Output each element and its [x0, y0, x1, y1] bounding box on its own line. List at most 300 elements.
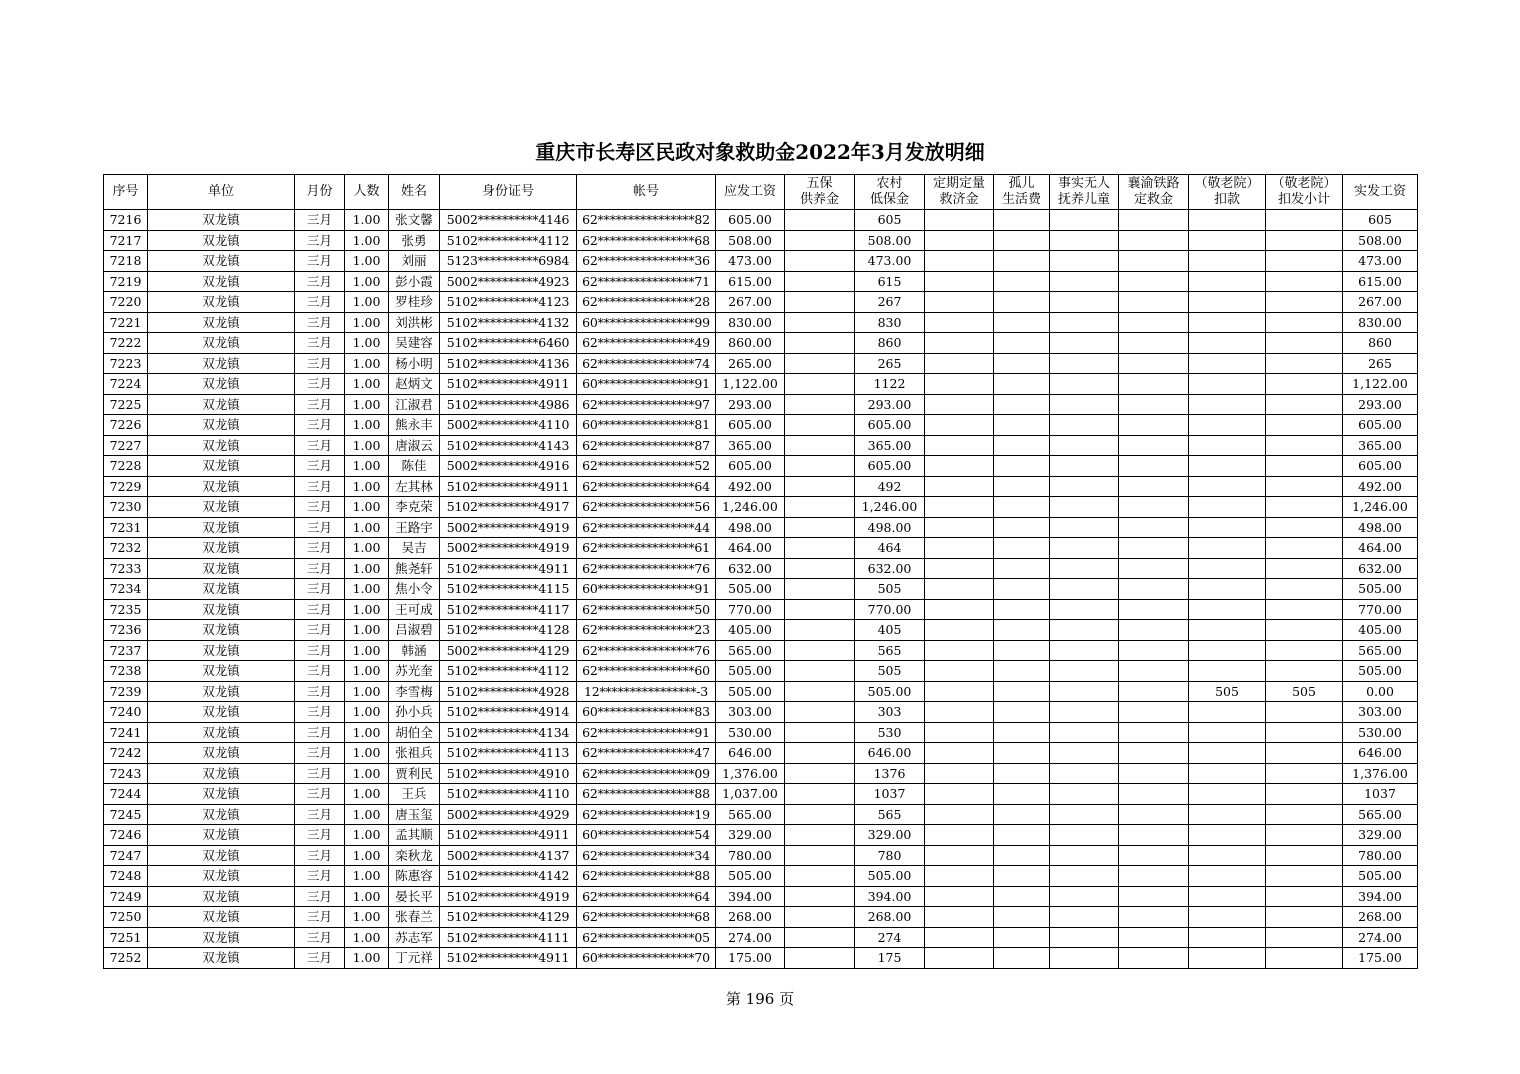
table-cell: 张文馨 [389, 210, 440, 231]
table-cell: 1.00 [345, 558, 389, 579]
table-cell: 615 [855, 271, 925, 292]
table-cell: 1.00 [345, 210, 389, 231]
table-cell [1050, 886, 1119, 907]
table-cell [785, 681, 855, 702]
table-cell: 孟其顺 [389, 825, 440, 846]
table-cell: 三月 [295, 661, 345, 682]
table-cell [1266, 804, 1343, 825]
table-cell [925, 722, 994, 743]
table-cell [785, 866, 855, 887]
table-cell: 1.00 [345, 394, 389, 415]
table-cell: 唐玉玺 [389, 804, 440, 825]
table-cell [994, 251, 1050, 272]
table-cell: 5102**********4919 [440, 886, 577, 907]
table-cell: 5102**********4112 [440, 230, 577, 251]
table-cell: 505.00 [716, 661, 785, 682]
table-cell: 498.00 [1343, 517, 1418, 538]
table-cell: 1.00 [345, 333, 389, 354]
table-cell: 晏长平 [389, 886, 440, 907]
table-cell [1266, 784, 1343, 805]
table-cell: 60****************83 [577, 702, 716, 723]
table-cell [1050, 763, 1119, 784]
table-cell: 530.00 [716, 722, 785, 743]
table-cell [785, 763, 855, 784]
table-cell [1050, 251, 1119, 272]
column-header: （敬老院） 扣款 [1189, 175, 1266, 210]
table-cell: 7242 [104, 743, 148, 764]
table-cell [1119, 271, 1189, 292]
table-cell: 1.00 [345, 271, 389, 292]
column-header: （敬老院） 扣发小计 [1266, 175, 1343, 210]
table-cell: 505 [1189, 681, 1266, 702]
table-cell [1189, 333, 1266, 354]
table-cell [1119, 210, 1189, 231]
table-cell: 5102**********4911 [440, 558, 577, 579]
table-cell: 刘洪彬 [389, 312, 440, 333]
table-cell [1119, 681, 1189, 702]
table-cell [1119, 353, 1189, 374]
table-cell: 632.00 [1343, 558, 1418, 579]
table-cell: 394.00 [855, 886, 925, 907]
table-cell: 5102**********4134 [440, 722, 577, 743]
table-cell: 492.00 [716, 476, 785, 497]
table-cell: 1.00 [345, 374, 389, 395]
table-cell: 5102**********4911 [440, 948, 577, 969]
table-cell [994, 415, 1050, 436]
table-cell: 62****************61 [577, 538, 716, 559]
table-cell [925, 538, 994, 559]
table-cell: 62****************60 [577, 661, 716, 682]
table-cell: 双龙镇 [148, 784, 295, 805]
table-cell: 胡伯全 [389, 722, 440, 743]
table-row [104, 210, 1418, 231]
table-cell: 双龙镇 [148, 702, 295, 723]
table-cell [925, 558, 994, 579]
table-cell: 1.00 [345, 538, 389, 559]
column-header: 事实无人 抚养儿童 [1050, 175, 1119, 210]
table-cell [994, 353, 1050, 374]
table-cell: 1122 [855, 374, 925, 395]
table-cell [1189, 825, 1266, 846]
table-cell [925, 702, 994, 723]
table-cell: 464.00 [1343, 538, 1418, 559]
table-cell: 三月 [295, 538, 345, 559]
table-cell: 632.00 [855, 558, 925, 579]
table-cell: 5002**********4916 [440, 456, 577, 477]
table-row [104, 948, 1418, 969]
table-row [104, 333, 1418, 354]
table-cell: 苏光奎 [389, 661, 440, 682]
table-cell: 杨小明 [389, 353, 440, 374]
table-cell: 830.00 [716, 312, 785, 333]
table-cell [994, 558, 1050, 579]
table-cell [1266, 497, 1343, 518]
table-cell: 三月 [295, 497, 345, 518]
table-cell [1266, 866, 1343, 887]
table-cell: 62****************05 [577, 927, 716, 948]
table-cell [1266, 353, 1343, 374]
table-cell [1189, 907, 1266, 928]
table-cell: 7225 [104, 394, 148, 415]
table-row [104, 927, 1418, 948]
table-cell [925, 435, 994, 456]
table-cell: 505.00 [1343, 579, 1418, 600]
table-cell [1189, 661, 1266, 682]
table-cell: 62****************91 [577, 722, 716, 743]
table-cell [1119, 333, 1189, 354]
table-cell: 565.00 [1343, 804, 1418, 825]
table-cell [785, 640, 855, 661]
table-cell [1189, 415, 1266, 436]
table-cell: 62****************52 [577, 456, 716, 477]
table-cell [785, 251, 855, 272]
table-cell [1050, 866, 1119, 887]
table-cell [1119, 620, 1189, 641]
table-cell [785, 333, 855, 354]
table-cell: 5102**********6460 [440, 333, 577, 354]
table-cell [1266, 702, 1343, 723]
table-row [104, 784, 1418, 805]
table-cell: 505 [1266, 681, 1343, 702]
table-cell [925, 743, 994, 764]
table-row [104, 353, 1418, 374]
table-cell [925, 353, 994, 374]
table-cell [1119, 497, 1189, 518]
table-cell [1189, 517, 1266, 538]
table-cell [925, 517, 994, 538]
table-cell: 62****************28 [577, 292, 716, 313]
table-cell: 1037 [1343, 784, 1418, 805]
table-row [104, 825, 1418, 846]
table-cell [994, 886, 1050, 907]
table-cell: 1.00 [345, 476, 389, 497]
table-cell: 605.00 [1343, 415, 1418, 436]
table-cell: 565.00 [716, 804, 785, 825]
table-cell [1266, 825, 1343, 846]
table-cell: 7223 [104, 353, 148, 374]
table-cell: 三月 [295, 210, 345, 231]
table-cell: 5102**********4914 [440, 702, 577, 723]
table-cell: 830 [855, 312, 925, 333]
table-cell [925, 579, 994, 600]
column-header: 实发工资 [1343, 175, 1418, 210]
table-cell: 三月 [295, 517, 345, 538]
table-cell: 394.00 [1343, 886, 1418, 907]
table-cell: 5102**********4142 [440, 866, 577, 887]
table-cell: 770.00 [855, 599, 925, 620]
table-cell: 267 [855, 292, 925, 313]
table-cell [1050, 599, 1119, 620]
table-cell [925, 599, 994, 620]
table-cell: 60****************91 [577, 579, 716, 600]
table-cell: 365.00 [716, 435, 785, 456]
table-cell [1189, 620, 1266, 641]
table-cell: 7241 [104, 722, 148, 743]
table-cell: 62****************82 [577, 210, 716, 231]
table-cell: 三月 [295, 312, 345, 333]
table-cell: 三月 [295, 866, 345, 887]
table-cell: 505 [855, 579, 925, 600]
table-cell [925, 374, 994, 395]
table-cell: 505.00 [1343, 661, 1418, 682]
table-cell: 张春兰 [389, 907, 440, 928]
table-cell: 7251 [104, 927, 148, 948]
table-cell: 双龙镇 [148, 558, 295, 579]
table-cell: 1.00 [345, 312, 389, 333]
table-cell [1050, 476, 1119, 497]
table-cell: 陈佳 [389, 456, 440, 477]
table-cell [1119, 579, 1189, 600]
table-row [104, 538, 1418, 559]
table-cell [1050, 292, 1119, 313]
table-cell: 1.00 [345, 251, 389, 272]
table-cell: 5102**********4911 [440, 825, 577, 846]
table-cell [994, 230, 1050, 251]
table-cell [1189, 394, 1266, 415]
table-cell [925, 456, 994, 477]
table-cell [1050, 497, 1119, 518]
page-number: 第 196 页 [725, 990, 795, 1008]
table-cell: 三月 [295, 845, 345, 866]
table-cell [785, 825, 855, 846]
table-cell: 王路宇 [389, 517, 440, 538]
table-cell: 646.00 [716, 743, 785, 764]
table-row [104, 907, 1418, 928]
table-cell: 265 [1343, 353, 1418, 374]
table-cell: 双龙镇 [148, 538, 295, 559]
table-cell: 双龙镇 [148, 722, 295, 743]
table-cell [1050, 907, 1119, 928]
table-cell: 1.00 [345, 661, 389, 682]
table-cell: 双龙镇 [148, 312, 295, 333]
table-cell: 李克荣 [389, 497, 440, 518]
table-cell [1266, 907, 1343, 928]
table-row [104, 415, 1418, 436]
table-cell: 605.00 [716, 415, 785, 436]
table-cell [1189, 435, 1266, 456]
table-cell: 韩涵 [389, 640, 440, 661]
table-cell: 1.00 [345, 866, 389, 887]
table-row [104, 743, 1418, 764]
table-cell: 473.00 [1343, 251, 1418, 272]
table-cell [925, 661, 994, 682]
table-cell [1050, 210, 1119, 231]
table-cell: 1,246.00 [1343, 497, 1418, 518]
table-cell [785, 271, 855, 292]
table-cell: 赵炳文 [389, 374, 440, 395]
table-cell: 62****************97 [577, 394, 716, 415]
table-cell: 7220 [104, 292, 148, 313]
table-cell: 1.00 [345, 784, 389, 805]
table-cell: 62****************36 [577, 251, 716, 272]
table-cell [1266, 476, 1343, 497]
table-cell [785, 435, 855, 456]
table-cell: 三月 [295, 722, 345, 743]
column-header: 序号 [104, 175, 148, 210]
table-cell: 1,376.00 [1343, 763, 1418, 784]
table-cell: 1.00 [345, 804, 389, 825]
column-header: 月份 [295, 175, 345, 210]
table-cell: 1.00 [345, 763, 389, 784]
table-cell [1189, 784, 1266, 805]
table-cell [994, 435, 1050, 456]
table-cell [1050, 927, 1119, 948]
table-cell [994, 681, 1050, 702]
table-cell [1266, 271, 1343, 292]
table-cell [1189, 866, 1266, 887]
table-cell: 508.00 [716, 230, 785, 251]
table-cell: 双龙镇 [148, 251, 295, 272]
table-cell [1050, 456, 1119, 477]
table-cell: 刘丽 [389, 251, 440, 272]
table-cell: 7236 [104, 620, 148, 641]
table-cell [1119, 907, 1189, 928]
column-header: 农村 低保金 [855, 175, 925, 210]
table-row [104, 599, 1418, 620]
table-cell: 7218 [104, 251, 148, 272]
table-cell [925, 927, 994, 948]
table-cell: 5002**********4129 [440, 640, 577, 661]
table-cell [1189, 804, 1266, 825]
table-cell: 1.00 [345, 702, 389, 723]
table-cell [785, 599, 855, 620]
table-cell: 605.00 [1343, 456, 1418, 477]
table-cell [994, 784, 1050, 805]
table-cell: 1,246.00 [716, 497, 785, 518]
table-cell [1266, 230, 1343, 251]
table-cell: 5002**********4137 [440, 845, 577, 866]
table-cell [925, 333, 994, 354]
table-cell [1189, 210, 1266, 231]
table-cell: 5102**********4143 [440, 435, 577, 456]
table-cell: 罗桂珍 [389, 292, 440, 313]
table-cell: 1.00 [345, 948, 389, 969]
table-cell [1119, 825, 1189, 846]
table-cell: 5102**********4128 [440, 620, 577, 641]
table-cell: 7246 [104, 825, 148, 846]
table-cell [1266, 374, 1343, 395]
table-cell: 565 [855, 804, 925, 825]
table-cell: 三月 [295, 251, 345, 272]
table-cell [1119, 394, 1189, 415]
table-row [104, 435, 1418, 456]
table-cell [1189, 763, 1266, 784]
table-cell: 双龙镇 [148, 886, 295, 907]
table-cell: 268.00 [855, 907, 925, 928]
table-cell: 7224 [104, 374, 148, 395]
table-cell [785, 230, 855, 251]
table-cell: 三月 [295, 948, 345, 969]
table-cell [1119, 558, 1189, 579]
table-cell [785, 497, 855, 518]
table-cell: 60****************91 [577, 374, 716, 395]
table-cell: 张勇 [389, 230, 440, 251]
table-cell: 505.00 [1343, 866, 1418, 887]
table-cell: 365.00 [855, 435, 925, 456]
table-cell: 780.00 [716, 845, 785, 866]
table-cell [925, 497, 994, 518]
table-cell [785, 374, 855, 395]
table-cell [1189, 579, 1266, 600]
table-cell: 5102**********4986 [440, 394, 577, 415]
table-cell: 7229 [104, 476, 148, 497]
table-cell: 双龙镇 [148, 394, 295, 415]
table-cell: 5102**********4928 [440, 681, 577, 702]
table-cell: 60****************99 [577, 312, 716, 333]
table-cell [925, 415, 994, 436]
table-cell [1189, 743, 1266, 764]
table-cell: 0.00 [1343, 681, 1418, 702]
table-cell: 267.00 [1343, 292, 1418, 313]
table-cell: 62****************64 [577, 886, 716, 907]
table-cell [1119, 804, 1189, 825]
table-cell [1119, 292, 1189, 313]
table-cell [925, 640, 994, 661]
table-cell: 陈惠容 [389, 866, 440, 887]
table-cell: 7228 [104, 456, 148, 477]
table-cell [925, 866, 994, 887]
table-cell [1119, 374, 1189, 395]
table-cell: 贾利民 [389, 763, 440, 784]
table-cell: 7222 [104, 333, 148, 354]
table-cell: 12****************-3 [577, 681, 716, 702]
table-cell: 三月 [295, 476, 345, 497]
table-cell [994, 948, 1050, 969]
table-cell [925, 271, 994, 292]
table-cell [994, 538, 1050, 559]
table-cell: 1,037.00 [716, 784, 785, 805]
table-cell [785, 415, 855, 436]
table-cell: 5002**********4919 [440, 538, 577, 559]
table-cell [1266, 292, 1343, 313]
table-row [104, 251, 1418, 272]
table-cell [1119, 599, 1189, 620]
table-cell [1189, 948, 1266, 969]
table-cell [1119, 640, 1189, 661]
table-cell [1119, 845, 1189, 866]
table-cell [994, 640, 1050, 661]
table-cell: 7234 [104, 579, 148, 600]
table-cell: 吴吉 [389, 538, 440, 559]
table-cell: 张祖兵 [389, 743, 440, 764]
table-cell: 三月 [295, 579, 345, 600]
table-cell: 双龙镇 [148, 497, 295, 518]
table-cell: 双龙镇 [148, 579, 295, 600]
table-cell: 1.00 [345, 579, 389, 600]
table-cell: 5102**********4117 [440, 599, 577, 620]
column-header: 姓名 [389, 175, 440, 210]
table-cell: 7231 [104, 517, 148, 538]
table-cell: 830.00 [1343, 312, 1418, 333]
table-cell: 7243 [104, 763, 148, 784]
table-cell [994, 702, 1050, 723]
table-cell [1119, 230, 1189, 251]
table-cell: 5102**********4910 [440, 763, 577, 784]
table-cell: 5102**********4123 [440, 292, 577, 313]
table-cell: 1.00 [345, 415, 389, 436]
table-cell: 5123**********6984 [440, 251, 577, 272]
table-cell: 1376 [855, 763, 925, 784]
table-row [104, 763, 1418, 784]
table-cell [1050, 825, 1119, 846]
table-cell [925, 804, 994, 825]
table-cell [1189, 538, 1266, 559]
table-cell [1189, 702, 1266, 723]
column-header: 人数 [345, 175, 389, 210]
table-cell [1119, 661, 1189, 682]
table-cell: 双龙镇 [148, 353, 295, 374]
table-cell: 三月 [295, 640, 345, 661]
